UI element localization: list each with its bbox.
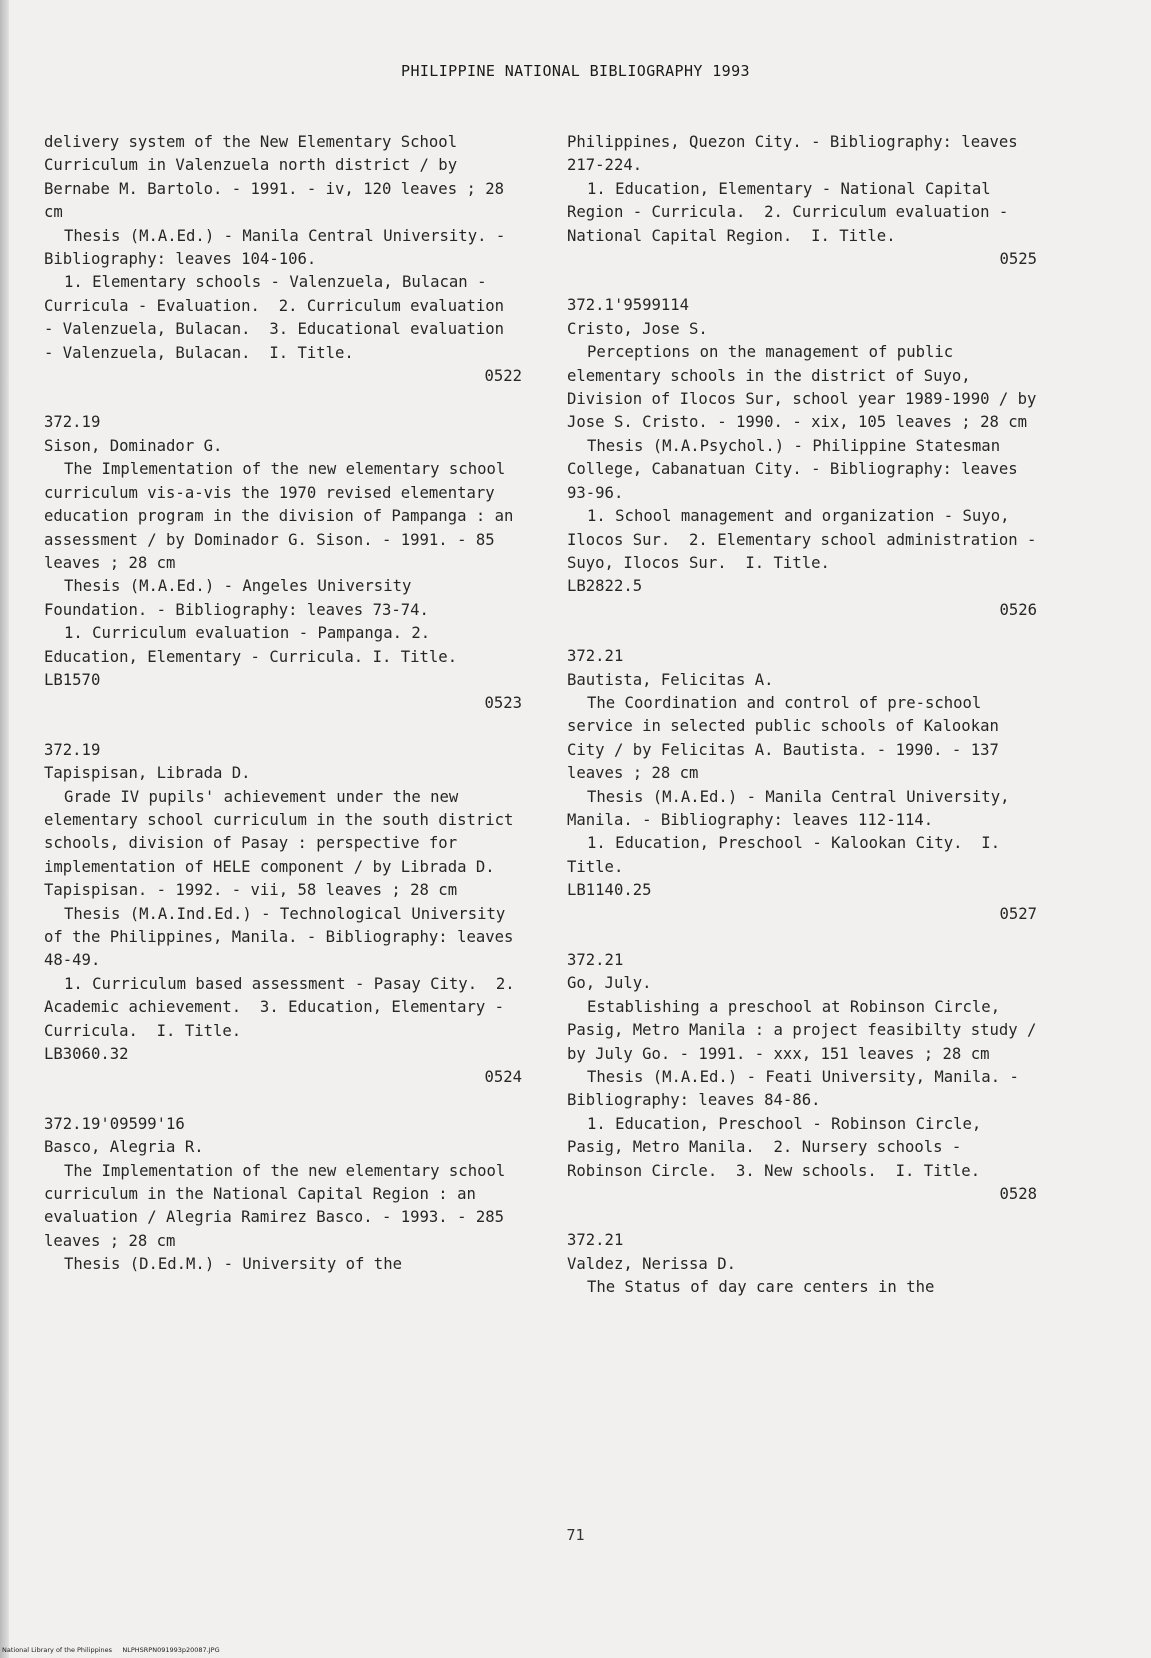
call-number: 372.21 xyxy=(567,1231,624,1250)
entry-body: The Coordination and control of pre-school service in selected public schools of Kalookan City / by Felicitas A. Bautista. - 1990. - 137 leaves ; 28 cm xyxy=(567,693,1009,783)
entry-number: 0528 xyxy=(999,1185,1037,1204)
subject-headings: 1. Education, Preschool - Robinson Circle, Pasig, Metro Manila. 2. Nursery schools - Robinson Circle. 3. New schools. I. Title. xyxy=(567,1114,991,1180)
bibliographic-entry xyxy=(567,294,1046,622)
thesis-note: Thesis (M.A.Ed.) - Angeles University Foundation. - Bibliography: leaves 73-74. xyxy=(44,577,429,619)
subject-headings: 1. Elementary schools - Valenzuela, Bulacan - Curricula - Evaluation. 2. Curriculum evaluation - Valenzuela, Bulacan. 3. Educational evaluation - Valenzuela, Bulacan. I. Title. xyxy=(44,273,514,362)
lc-classification: LB1570 xyxy=(44,670,101,689)
bibliographic-entry xyxy=(44,739,525,1090)
author: Bautista, Felicitas A. xyxy=(567,670,774,689)
bibliographic-entry xyxy=(567,645,1037,926)
entry-body: Establishing a preschool at Robinson Circle, Pasig, Metro Manila : a project feasibilty study / by July Go. - 1991. - xxx, 151 leaves ; 28 cm xyxy=(567,997,1046,1063)
thesis-note: Thesis (M.A.Ind.Ed.) - Technological University of the Philippines, Manila. - Bibliography: leaves 48-49. xyxy=(44,904,523,970)
page-spine-shadow xyxy=(0,0,9,1658)
author: Basco, Alegria R. xyxy=(44,1138,204,1157)
author: Go, July. xyxy=(567,974,652,993)
entry-body: The Status of day care centers in the xyxy=(587,1278,935,1297)
entry-number: 0526 xyxy=(999,600,1037,619)
call-number: 372.1'9599114 xyxy=(567,296,690,315)
left-column xyxy=(44,131,525,1277)
lc-classification: LB2822.5 xyxy=(567,577,643,596)
bibliographic-entry xyxy=(567,1229,1037,1299)
entry-number: 0525 xyxy=(999,250,1037,269)
entry-body: Perceptions on the management of public elementary schools in the district of Suyo, Division of Ilocos Sur, school year 1989-1990 / by Jose S. Cristo. - 1990. - xix, 105 leaves ; 28 cm xyxy=(567,343,1046,432)
author: Cristo, Jose S. xyxy=(567,319,708,338)
page-title: PHILIPPINE NATIONAL BIBLIOGRAPHY 1993 xyxy=(401,62,750,80)
lc-classification: LB3060.32 xyxy=(44,1045,129,1064)
entry-number: 0522 xyxy=(484,367,522,386)
call-number: 372.19'09599'16 xyxy=(44,1114,185,1133)
call-number: 372.19 xyxy=(44,413,101,432)
thesis-note: Thesis (D.Ed.M.) - University of the xyxy=(64,1255,402,1274)
entry-number: 0524 xyxy=(484,1068,522,1087)
thesis-note: Thesis (M.A.Ed.) - Feati University, Manila. - Bibliography: leaves 84-86. xyxy=(567,1068,1029,1110)
lc-classification: LB1140.25 xyxy=(567,881,652,900)
entry-body: The Implementation of the new elementary school curriculum vis-a-vis the 1970 revised elementary education program in the division of Pampanga : an assessment / by Dominador G. Sison. - 1991. - 85 leaves ; 28 cm xyxy=(44,460,523,572)
thesis-note: Thesis (M.A.Ed.) - Manila Central University. - Bibliography: leaves 104-106. xyxy=(44,226,515,269)
subject-headings: 1. Curriculum based assessment - Pasay City. 2. Academic achievement. 3. Education, Elementary - Curricula. I. Title. xyxy=(44,974,525,1040)
subject-headings: 1. School management and organization - Suyo, Ilocos Sur. 2. Elementary school administration - Suyo, Ilocos Sur. I. Title. xyxy=(567,507,1046,572)
author: Tapispisan, Librada D. xyxy=(44,764,251,783)
page-number: 71 xyxy=(566,1526,585,1544)
entry-number: 0523 xyxy=(484,694,522,713)
call-number: 372.19 xyxy=(44,740,101,759)
author: Valdez, Nerissa D. xyxy=(567,1254,736,1273)
right-column xyxy=(567,131,1046,1300)
subject-headings: 1. Education, Elementary - National Capital Region - Curricula. 2. Curriculum evaluation - National Capital Region. I. Title. xyxy=(567,179,1018,245)
bibliographic-entry xyxy=(44,411,522,715)
entry-continued xyxy=(567,131,1037,271)
subject-headings: 1. Education, Preschool - Kalookan City. I. Title. xyxy=(567,834,1010,876)
entry-body: Grade IV pupils' achievement under the new elementary school curriculum in the south district schools, division of Pasay : perspective for implementation of HELE component / by Librada D. Tapispisan. - 1992. - vii, 58 leaves ; 28 cm xyxy=(44,787,523,900)
entry-number: 0527 xyxy=(999,904,1037,923)
thesis-note: Thesis (M.A.Ed.) - Manila Central University, Manila. - Bibliography: leaves 112-114. xyxy=(567,787,1019,829)
scan-footer: National Library of the Philippines NLPHSRPN091993p20087.JPG xyxy=(2,1646,220,1654)
thesis-note: Thesis (M.A.Psychol.) - Philippine Statesman College, Cabanatuan City. - Bibliography: leaves 93-96. xyxy=(567,436,1028,502)
entry-body: delivery system of the New Elementary School Curriculum in Valenzuela north district / by Bernabe M. Bartolo. - 1991. - iv, 120 leaves ; 28 cm xyxy=(44,133,514,222)
bibliographic-entry xyxy=(44,1113,522,1277)
entry-body: Philippines, Quezon City. - Bibliography: leaves 217-224. xyxy=(567,133,1028,175)
call-number: 372.21 xyxy=(567,951,624,969)
entry-continued xyxy=(44,131,522,388)
bibliographic-entry xyxy=(567,949,1046,1206)
author: Sison, Dominador G. xyxy=(44,436,223,455)
subject-headings: 1. Curriculum evaluation - Pampanga. 2. Education, Elementary - Curricula. I. Title. xyxy=(44,624,458,666)
entry-body: The Implementation of the new elementary school curriculum in the National Capital Region : an evaluation / Alegria Ramirez Basco. - 1993. - 285 leaves ; 28 cm xyxy=(44,1161,515,1250)
call-number: 372.21 xyxy=(567,647,624,666)
